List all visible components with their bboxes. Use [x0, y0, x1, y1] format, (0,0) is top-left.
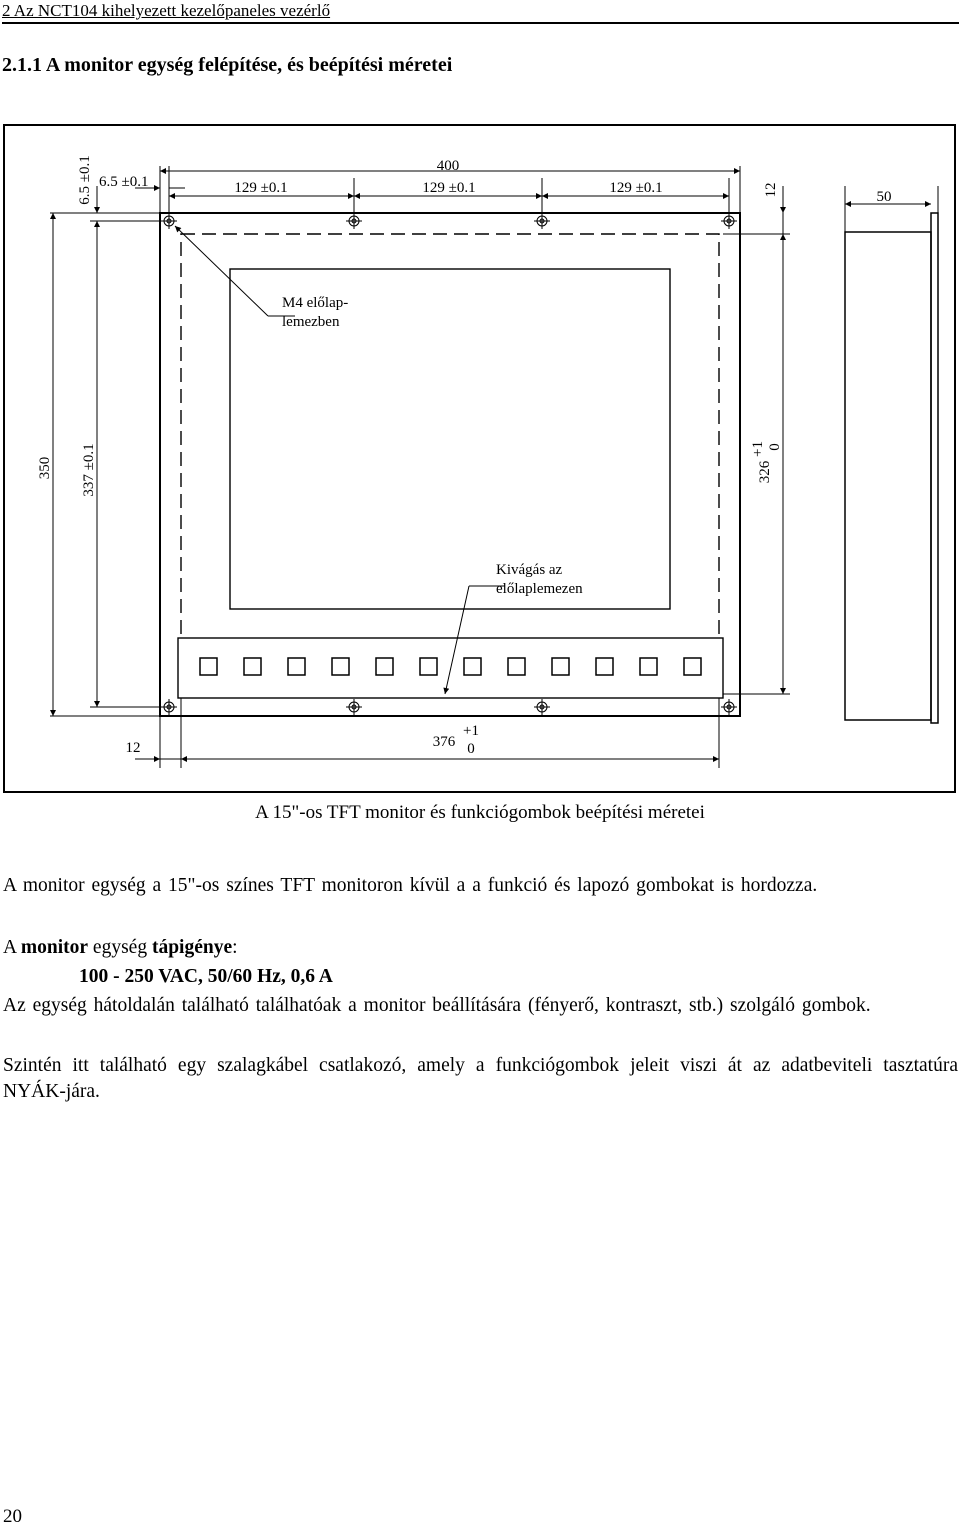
dim-cutout-width-tol-plus: +1 [463, 723, 479, 739]
dim-edge-offset: 6.5 ±0.1 [99, 174, 149, 190]
dim-hole-height: 337 ±0.1 [81, 443, 97, 497]
paragraph-power-requirement [3, 935, 958, 961]
paragraph-ribbon-cable: Szintén itt található egy szalagkábel csatlakozó, amely a funkciógombok jeleit viszi át az adatbeviteli tasztatúra NYÁK-jára. [3, 1055, 958, 1102]
dim-total-height: 350 [37, 456, 53, 480]
power-spec: 100 - 250 VAC, 50/60 Hz, 0,6 A [79, 966, 333, 987]
dim-right-margin: 12 [763, 182, 779, 198]
mounting-drawing-svg [5, 126, 958, 795]
power-text-mid: egység [88, 937, 152, 958]
mounting-hole [721, 699, 737, 715]
mounting-hole [161, 213, 177, 229]
dim-cutout-height: 326 [757, 460, 773, 484]
dim-depth: 50 [876, 189, 892, 205]
paragraph-intro: A monitor egység a 15"-os színes TFT monitoron kívül a a funkció és lapozó gombokat is hordozza. [3, 875, 818, 896]
paragraph-rear-buttons: Az egység hátoldalán található találhatóak a monitor beállítására (fényerő, kontraszt, stb.) szolgáló gombok. [3, 995, 871, 1016]
dim-spacing-2: 129 ±0.1 [422, 180, 476, 196]
mounting-hole [346, 213, 362, 229]
dim-spacing-1: 129 ±0.1 [234, 180, 288, 196]
mounting-hole [534, 213, 550, 229]
cutout-dashed-outline [181, 234, 719, 694]
figure-caption: A 15"-os TFT monitor és funkciógombok beépítési méretei [255, 802, 705, 823]
side-view-body [845, 232, 931, 720]
mounting-hole [346, 699, 362, 715]
dim-bottom-margin: 12 [125, 740, 141, 756]
dim-cutout-height-tol-minus: 0 [767, 443, 783, 451]
power-text-prefix: A [3, 937, 21, 958]
dim-cutout-width: 376 [432, 734, 456, 750]
cutout-label-line1: Kivágás az [496, 562, 563, 578]
dim-edge-offset-vertical: 6.5 ±0.1 [77, 155, 93, 205]
page-number: 20 [3, 1506, 22, 1527]
m4-label-line1: M4 előlap- [282, 295, 349, 311]
mounting-hole [721, 213, 737, 229]
dim-cutout-width-tol-minus: 0 [467, 741, 475, 757]
mounting-hole [534, 699, 550, 715]
running-header [2, 0, 959, 24]
dim-spacing-3: 129 ±0.1 [609, 180, 663, 196]
power-text-suffix: : [232, 937, 238, 958]
running-header-title: 2 Az NCT104 kihelyezett kezelőpaneles vezérlő [2, 1, 331, 20]
section-title: 2.1.1 A monitor egység felépítése, és beépítési méretei [2, 54, 453, 76]
m4-label-line2: lemezben [282, 314, 340, 330]
mounting-hole [161, 699, 177, 715]
power-text-bold-monitor: monitor [20, 937, 89, 958]
dim-cutout-height-tol-plus: +1 [750, 441, 766, 457]
cutout-label-line2: előlaplemezen [496, 581, 583, 597]
mounting-drawing [3, 124, 956, 793]
power-text-bold-requirement: tápigénye [151, 937, 233, 958]
side-view-front-plate [931, 213, 938, 723]
m4-leader-line [175, 226, 268, 316]
dim-total-width: 400 [436, 158, 460, 174]
